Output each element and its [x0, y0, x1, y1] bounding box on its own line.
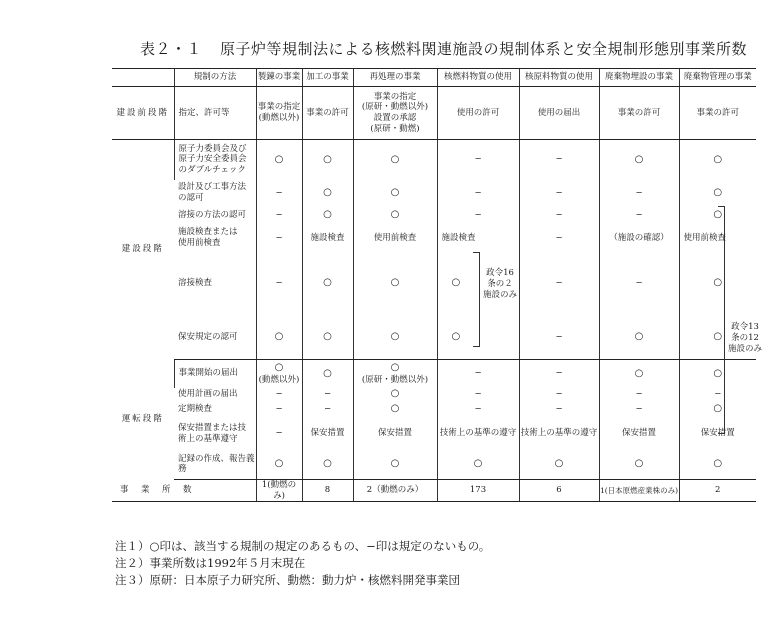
table-row [112, 140, 756, 180]
processing-cell [302, 402, 353, 418]
bracket-waste-management [718, 206, 725, 434]
reprocessing-cell [353, 418, 437, 450]
reprocessing-cell [353, 87, 437, 140]
cell-text: − [635, 187, 643, 198]
cell-text: (原研・動燃以外) [361, 102, 429, 113]
cell-text: 保安措置または技 [178, 422, 247, 433]
waste-management-cell [679, 180, 756, 207]
cell-text: ○ [274, 458, 284, 469]
cell-text: 指定、許可等 [178, 107, 230, 118]
cell-text: − [323, 404, 332, 415]
cell-text: 事業の指定 [373, 91, 417, 102]
cell-text: 原子力安全委員会 [178, 154, 247, 165]
cell-text: 事業開始の届出 [178, 368, 239, 379]
stage-construction: 建設段階 [121, 244, 164, 255]
cell-text: − [275, 187, 283, 198]
cell-text: (原研・動燃以外) [361, 374, 429, 385]
cell-text: 施設検査 [310, 232, 345, 243]
count-reprocessing: 2（動燃のみ） [353, 480, 437, 502]
table-row [112, 180, 756, 207]
header-row [112, 69, 756, 87]
cell-text: ○ [323, 209, 332, 221]
cell-text: のダブルチェック [178, 165, 246, 176]
cell-text: − [474, 368, 482, 379]
count-waste-burial: 1(日本原燃産業株のみ) [599, 480, 679, 502]
raw-material-use-cell [519, 316, 599, 360]
table-row [112, 418, 756, 450]
waste-burial-cell [599, 418, 679, 450]
cell-text: ○ [390, 277, 400, 289]
cell-text: − [275, 428, 283, 439]
smelting-cell [256, 225, 302, 252]
count-nuclear-fuel-use: 173 [437, 480, 519, 502]
reprocessing-cell [353, 402, 437, 418]
waste-burial-cell [599, 388, 679, 402]
cell-text: − [275, 232, 283, 243]
raw-material-use-cell [519, 360, 599, 388]
raw-material-use-cell [519, 418, 599, 450]
processing-cell [302, 252, 353, 316]
method-cell [174, 207, 256, 225]
nuclear-fuel-use-cell [437, 450, 519, 480]
smelting-cell [256, 87, 302, 140]
method-cell [174, 87, 256, 140]
cell-text: ○ [323, 186, 332, 198]
method-cell [174, 140, 256, 180]
waste-burial-cell [599, 180, 679, 207]
bracket-label-waste-management-text: 政令13 条の12 施設のみ [728, 322, 763, 354]
count-processing: 8 [302, 480, 353, 502]
cell-text: 技術上の基準の遵守 [520, 428, 598, 439]
processing-cell [302, 180, 353, 207]
reprocessing-cell [353, 140, 437, 180]
waste-burial-cell [599, 316, 679, 360]
reprocessing-cell [353, 450, 437, 480]
waste-management-cell [679, 87, 756, 140]
raw-material-use-cell [519, 388, 599, 402]
processing-cell [302, 225, 353, 252]
method-cell [174, 418, 256, 450]
cell-text: 設置の承認 [373, 113, 417, 123]
cell-text: ○ [390, 388, 400, 400]
cell-text: 事業の許可 [306, 107, 349, 118]
table-row [112, 450, 756, 480]
header-waste-burial: 廃棄物埋設の事業 [599, 69, 679, 87]
cell-text: − [323, 389, 332, 400]
cell-text: ○ [473, 458, 483, 469]
note-3: 注３）原研：日本原子力研究所、動燃：動力炉・核燃料開発事業団 [115, 573, 460, 587]
cell-text: (動燃以外) [258, 113, 300, 123]
smelting-cell [256, 316, 302, 360]
table-title-text: 原子炉等規制法による核燃料関連施設の規制体系と安全規制形態別事業所数 [220, 40, 748, 58]
method-cell [174, 316, 256, 360]
cell-text: ○ [323, 277, 332, 289]
raw-material-use-cell [519, 450, 599, 480]
cell-text: 使用の届出 [537, 107, 581, 118]
cell-text: ○ [390, 458, 400, 469]
nuclear-fuel-use-cell [437, 140, 519, 180]
cell-text: − [474, 187, 482, 198]
cell-text: ○ [713, 367, 723, 379]
cell-text: 定期検査 [178, 404, 213, 415]
reprocessing-cell [353, 252, 437, 316]
count-label: 事 業 所 数 [112, 480, 256, 502]
cell-text: ○ [713, 209, 723, 221]
raw-material-use-cell [519, 140, 599, 180]
cell-text: ○ [390, 153, 400, 165]
cell-text: − [635, 389, 643, 400]
cell-text: ○ [390, 186, 400, 198]
cell-text: ○ [634, 367, 644, 379]
smelting-cell [256, 450, 302, 480]
reprocessing-cell [353, 388, 437, 402]
cell-text: ○ [713, 458, 723, 469]
cell-text: 術上の基準遵守 [178, 433, 238, 444]
cell-text: − [555, 404, 563, 415]
method-cell [174, 450, 256, 480]
cell-text: ○ [713, 277, 723, 289]
cell-text: 施設検査または [178, 227, 238, 238]
cell-text: の認可 [178, 193, 204, 203]
waste-burial-cell [599, 207, 679, 225]
header-raw-material-use: 核原料物質の使用 [519, 69, 599, 87]
reprocessing-cell [353, 180, 437, 207]
reprocessing-cell [353, 316, 437, 360]
cell-text: 使用計画の届出 [178, 389, 238, 400]
table-row [112, 388, 756, 402]
waste-burial-cell [599, 252, 679, 316]
cell-text: − [555, 278, 563, 289]
header-waste-management: 廃棄物管理の事業 [679, 69, 756, 87]
cell-text: (原研・動燃) [370, 123, 420, 134]
waste-burial-cell [599, 402, 679, 418]
count-row [112, 480, 756, 502]
cell-text: − [275, 389, 283, 400]
raw-material-use-cell [519, 180, 599, 207]
regulation-table [112, 68, 756, 502]
cell-text: ○ [390, 362, 400, 374]
raw-material-use-cell [519, 252, 599, 316]
cell-text: 保安規定の認可 [178, 331, 238, 342]
nuclear-fuel-use-cell [437, 360, 519, 388]
method-cell [174, 388, 256, 402]
cell-text: ○ [451, 277, 461, 289]
raw-material-use-cell [519, 402, 599, 418]
header-stage [112, 69, 174, 87]
smelting-cell [256, 402, 302, 418]
cell-text: − [555, 389, 563, 400]
stage-operation: 運転段階 [121, 414, 164, 425]
method-cell [174, 402, 256, 418]
stage-pre-construction: 建設前段階 [112, 87, 174, 140]
cell-text: − [275, 210, 283, 221]
table-row [112, 402, 756, 418]
cell-text: ○ [390, 403, 400, 415]
cell-text: ○ [323, 331, 332, 342]
processing-cell [302, 140, 353, 180]
cell-text: − [474, 404, 482, 415]
smelting-cell [256, 252, 302, 316]
smelting-cell [256, 180, 302, 207]
cell-text: ○ [451, 331, 461, 342]
processing-cell [302, 418, 353, 450]
note-1: 注１）○印は、該当する規制の規定のあるもの、−印は規定のないもの。 [115, 539, 491, 553]
nuclear-fuel-use-cell [437, 225, 519, 252]
cell-text: − [474, 154, 482, 165]
header-smelting: 製錬の事業 [256, 69, 302, 87]
cell-text: 保安措置 [377, 428, 412, 439]
method-cell [174, 225, 256, 252]
cell-text: 施設検査 [441, 232, 476, 243]
table-row [112, 360, 756, 388]
bracket-label-waste-management [728, 322, 762, 355]
cell-text: 使用の許可 [456, 107, 500, 118]
cell-text: ○ [323, 367, 332, 379]
smelting-cell [256, 140, 302, 180]
bracket-label-nuclear-fuel-text: 政令16 条の２ 施設のみ [482, 268, 517, 300]
table-row [112, 316, 756, 360]
count-waste-management: 2 [679, 480, 756, 502]
table-number: 表２・１ [140, 40, 203, 58]
waste-burial-cell [599, 140, 679, 180]
cell-text: − [474, 389, 482, 400]
cell-text: ○ [390, 331, 400, 342]
cell-text: ○ [634, 458, 644, 469]
waste-burial-cell [599, 87, 679, 140]
nuclear-fuel-use-cell [437, 180, 519, 207]
processing-cell [302, 87, 353, 140]
cell-text: − [555, 331, 563, 342]
processing-cell [302, 360, 353, 388]
processing-cell [302, 388, 353, 402]
smelting-cell [256, 360, 302, 388]
cell-text: ○ [634, 331, 644, 342]
cell-text: − [555, 210, 563, 221]
cell-text: 保安措置 [310, 428, 345, 439]
cell-text: 事業の許可 [617, 107, 661, 118]
cell-text: ○ [713, 153, 723, 165]
reprocessing-cell [353, 225, 437, 252]
cell-text: 溶接検査 [178, 278, 213, 289]
smelting-cell [256, 207, 302, 225]
table-row [112, 225, 756, 252]
cell-text: ○ [713, 403, 723, 415]
raw-material-use-cell [519, 87, 599, 140]
cell-text: 設計及び工事方法 [178, 182, 247, 193]
cell-text: 保安措置 [621, 428, 656, 439]
cell-text: ○ [554, 458, 564, 469]
cell-text: − [635, 404, 643, 415]
cell-text: 原子力委員会及び [178, 143, 247, 154]
cell-text: ○ [274, 362, 284, 374]
cell-text: − [555, 154, 563, 165]
cell-text: 務 [178, 464, 187, 475]
note-2: 注２）事業所数は1992年５月末現在 [115, 556, 306, 570]
smelting-cell [256, 388, 302, 402]
processing-cell [302, 316, 353, 360]
nuclear-fuel-use-cell [437, 402, 519, 418]
cell-text: (動燃以外) [258, 374, 300, 385]
cell-text: 保安措置 [700, 428, 735, 439]
cell-text: ○ [274, 153, 284, 165]
cell-text: 記録の作成、報告義 [178, 453, 255, 464]
nuclear-fuel-use-cell [437, 418, 519, 450]
cell-text: 事業の許可 [696, 107, 739, 118]
smelting-cell [256, 418, 302, 450]
cell-text: ○ [274, 331, 284, 342]
waste-management-cell [679, 450, 756, 480]
cell-text: − [714, 389, 722, 400]
cell-text: − [275, 278, 283, 289]
cell-text: 事業の指定 [257, 102, 301, 113]
cell-text: ○ [323, 458, 332, 469]
cell-text: − [474, 210, 482, 221]
cell-text: 使用前検査 [178, 238, 221, 248]
cell-text: ○ [634, 153, 644, 165]
cell-text: − [555, 368, 563, 379]
notes [115, 538, 490, 589]
waste-management-cell [679, 140, 756, 180]
cell-text: − [635, 210, 643, 221]
reprocessing-cell [353, 207, 437, 225]
header-method: 規制の方法 [174, 69, 256, 87]
header-processing: 加工の事業 [302, 69, 353, 87]
reprocessing-cell [353, 360, 437, 388]
table-row [112, 87, 756, 140]
waste-burial-cell [599, 360, 679, 388]
header-nuclear-fuel-use: 核燃料物質の使用 [437, 69, 519, 87]
cell-text: 溶接の方法の認可 [178, 210, 247, 221]
processing-cell [302, 450, 353, 480]
cell-text: 技術上の基準の遵守 [439, 428, 517, 439]
cell-text: − [555, 187, 563, 198]
cell-text: ○ [713, 186, 723, 198]
waste-burial-cell [599, 450, 679, 480]
method-cell [174, 252, 256, 316]
table-row [112, 252, 756, 316]
cell-text: 使用前検査 [683, 232, 727, 243]
cell-text: （施設の確認） [609, 232, 669, 243]
cell-text: ○ [390, 209, 400, 221]
count-smelting: 1(動燃のみ) [256, 480, 302, 502]
raw-material-use-cell [519, 207, 599, 225]
count-raw-material-use: 6 [519, 480, 599, 502]
cell-text: − [635, 278, 643, 289]
bracket-label-nuclear-fuel [482, 268, 518, 301]
cell-text: 使用前検査 [373, 232, 417, 243]
waste-burial-cell [599, 225, 679, 252]
bracket-nuclear-fuel [473, 252, 480, 347]
nuclear-fuel-use-cell [437, 207, 519, 225]
table-row [112, 207, 756, 225]
method-cell [174, 360, 256, 388]
processing-cell [302, 207, 353, 225]
cell-text: ○ [323, 153, 332, 165]
cell-text: − [555, 232, 563, 243]
cell-text: − [275, 404, 283, 415]
table-title [140, 38, 747, 59]
nuclear-fuel-use-cell [437, 87, 519, 140]
method-cell [174, 180, 256, 207]
header-reprocessing: 再処理の事業 [353, 69, 437, 87]
raw-material-use-cell [519, 225, 599, 252]
cell-text: ○ [713, 331, 723, 342]
nuclear-fuel-use-cell [437, 388, 519, 402]
